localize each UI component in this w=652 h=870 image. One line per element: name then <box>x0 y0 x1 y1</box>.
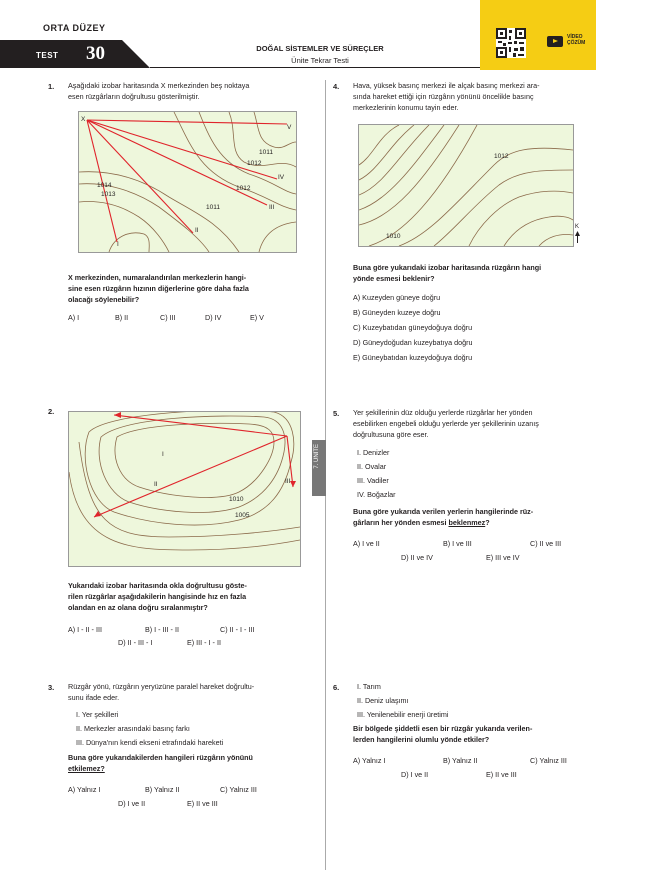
q5-option-a[interactable]: A) I ve II <box>353 539 380 548</box>
q6-option-a[interactable]: A) Yalnız I <box>353 756 386 765</box>
test-number: 30 <box>86 43 105 64</box>
q3-number: 3. <box>48 683 55 692</box>
q1-map-label-ii: II <box>195 227 199 234</box>
q4-options <box>353 292 472 363</box>
q1-isobar-1013: 1013 <box>101 191 116 198</box>
q5-number: 5. <box>333 409 340 418</box>
q3-option-e[interactable]: E) II ve III <box>187 799 218 808</box>
q3-option-d[interactable]: D) I ve II <box>118 799 146 808</box>
q6-option-c[interactable]: C) Yalnız III <box>530 756 567 765</box>
q3-text: Rüzgâr yönü, rüzgârın yeryüzüne paralel hareket doğrultu- sunu ifade eder. <box>68 682 255 702</box>
q5-option-c[interactable]: C) II ve III <box>530 539 562 548</box>
q6-prompt: Bir bölgede şiddetli esen bir rüzgâr yukarıda verilen- lerden hangilerini olumlu yönde etkiler? <box>353 724 533 744</box>
q1-option-c[interactable]: C) III <box>160 313 176 322</box>
q2-option-a[interactable]: A) I - II - III <box>68 625 102 634</box>
north-arrow-label: K <box>575 224 580 230</box>
q2-isobar-1005: 1005 <box>235 512 250 519</box>
q5-option-b[interactable]: B) I ve III <box>443 539 472 548</box>
q4-isobar-map <box>358 124 574 247</box>
q5-option-e[interactable]: E) III ve IV <box>486 553 520 562</box>
q6-items: I. Tarım II. Deniz ulaşımı III. Yenilenebilir enerji üretimi <box>357 682 449 719</box>
q1-option-b[interactable]: B) II <box>115 313 129 322</box>
q2-option-b[interactable]: B) I - III - II <box>145 625 179 634</box>
video-solution-label[interactable]: VİDEO ÇÖZÜM <box>567 34 586 46</box>
q1-isobar-1012: 1012 <box>247 160 262 167</box>
q1-map-label-iii: III <box>269 204 275 211</box>
q5-option-d[interactable]: D) II ve IV <box>401 553 433 562</box>
q2-isobar-1010: 1010 <box>229 496 244 503</box>
q2-option-d[interactable]: D) II - III - I <box>118 638 153 647</box>
q1-isobar-map <box>78 111 297 253</box>
test-label: TEST <box>36 51 59 60</box>
q1-map-label-v: V <box>287 124 292 131</box>
q2-isobar-map <box>68 411 301 567</box>
q1-option-e[interactable]: E) V <box>250 313 264 322</box>
qr-code-icon[interactable] <box>496 28 526 58</box>
q1-text: Aşağıdaki izobar haritasında X merkezinden beş noktaya esen rüzgârların doğrultusu gösterilmiştir. <box>68 81 250 101</box>
unit-subtitle: Ünite Tekrar Testi <box>291 56 349 65</box>
q4-number: 4. <box>333 82 340 91</box>
q4-option-a[interactable]: A) Kuzeyden güneye doğru <box>353 293 441 302</box>
q1-map-label-x: X <box>81 116 86 123</box>
q6-option-d[interactable]: D) I ve II <box>401 770 429 779</box>
q2-map-label-i: I <box>162 451 164 458</box>
q3-option-b[interactable]: B) Yalnız II <box>145 785 180 794</box>
q3-option-a[interactable]: A) Yalnız I <box>68 785 101 794</box>
q5-prompt: Buna göre yukarıda verilen yerlerin hangilerinde rüz- gârların her yönden esmesi beklenmez? <box>353 507 534 527</box>
q2-prompt: Yukarıdaki izobar haritasında okla doğrultusu göste- rilen rüzgârlar aşağıdakilerin hangisinde hız en fazla olandan en az olana doğru sıralanmıştır? <box>68 581 247 612</box>
q4-prompt: Buna göre yukarıdaki izobar haritasında rüzgârın hangi yönde esmesi beklenir? <box>353 263 542 283</box>
q4-option-b[interactable]: B) Güneyden kuzeye doğru <box>353 308 441 317</box>
q2-map-label-iii: III <box>285 478 291 485</box>
q6-option-e[interactable]: E) II ve III <box>486 770 517 779</box>
unit-side-tab: 7. ÜNİTE <box>312 440 326 496</box>
q1-isobar-1012b: 1012 <box>236 185 251 192</box>
q3-prompt: Buna göre yukarıdakilerden hangileri rüzgârın yönünü etkilemez? <box>68 753 253 773</box>
q2-map-label-ii: II <box>154 481 158 488</box>
q1-isobar-1011a: 1011 <box>259 149 273 156</box>
test-banner <box>0 40 150 68</box>
q1-isobar-1011b: 1011 <box>206 204 220 211</box>
q4-isobar-1010: 1010 <box>386 233 401 240</box>
q1-number: 1. <box>48 82 55 91</box>
q1-map-label-iv: IV <box>278 174 285 181</box>
q2-option-e[interactable]: E) III - I - II <box>187 638 221 647</box>
north-arrow-icon <box>575 230 580 242</box>
q1-option-a[interactable]: A) I <box>68 313 80 322</box>
q3-option-c[interactable]: C) Yalnız III <box>220 785 257 794</box>
q1-map-label-i: I <box>117 241 119 248</box>
q3-items: I. Yer şekilleri II. Merkezler arasındaki basınç farkı III. Dünya'nın kendi ekseni etrafındaki hareketi <box>76 710 224 747</box>
q2-number: 2. <box>48 407 55 416</box>
q1-isobar-1014: 1014 <box>97 182 112 189</box>
q1-prompt: X merkezinden, numaralandırılan merkezlerin hangi- sine esen rüzgârın hızının diğerlerine göre daha fazla olacağı söylenebilir? <box>68 273 249 304</box>
q4-isobar-1012: 1012 <box>494 153 509 160</box>
q4-text: Hava, yüksek basınç merkezi ile alçak basınç merkezi ara- sında hareket ettiği için rüzgârın yönünü öncelikle basınç merkezlerinin konumu tayin eder. <box>353 81 540 112</box>
q4-option-c[interactable]: C) Kuzeybatıdan güneydoğuya doğru <box>353 323 473 332</box>
q5-items: I. Denizler II. Ovalar III. Vadiler IV. Boğazlar <box>357 448 396 499</box>
q6-option-b[interactable]: B) Yalnız II <box>443 756 478 765</box>
q5-text: Yer şekillerinin düz olduğu yerlerde rüzgârlar her yönden esebilirken engebeli olduğu yerlerde yer şekillerinin uzanış doğrultusuna göre eser. <box>353 408 539 439</box>
level-label: ORTA DÜZEY <box>43 23 106 33</box>
q4-option-d[interactable]: D) Güneydoğudan kuzeybatıya doğru <box>353 338 473 347</box>
unit-title: DOĞAL SİSTEMLER VE SÜREÇLER <box>256 44 384 53</box>
q1-option-d[interactable]: D) IV <box>205 313 222 322</box>
q6-number: 6. <box>333 683 340 692</box>
q2-option-c[interactable]: C) II - I - III <box>220 625 255 634</box>
video-play-icon[interactable] <box>547 36 563 47</box>
q4-option-e[interactable]: E) Güneybatıdan kuzeydoğuya doğru <box>353 353 473 362</box>
header-rule <box>150 67 480 68</box>
